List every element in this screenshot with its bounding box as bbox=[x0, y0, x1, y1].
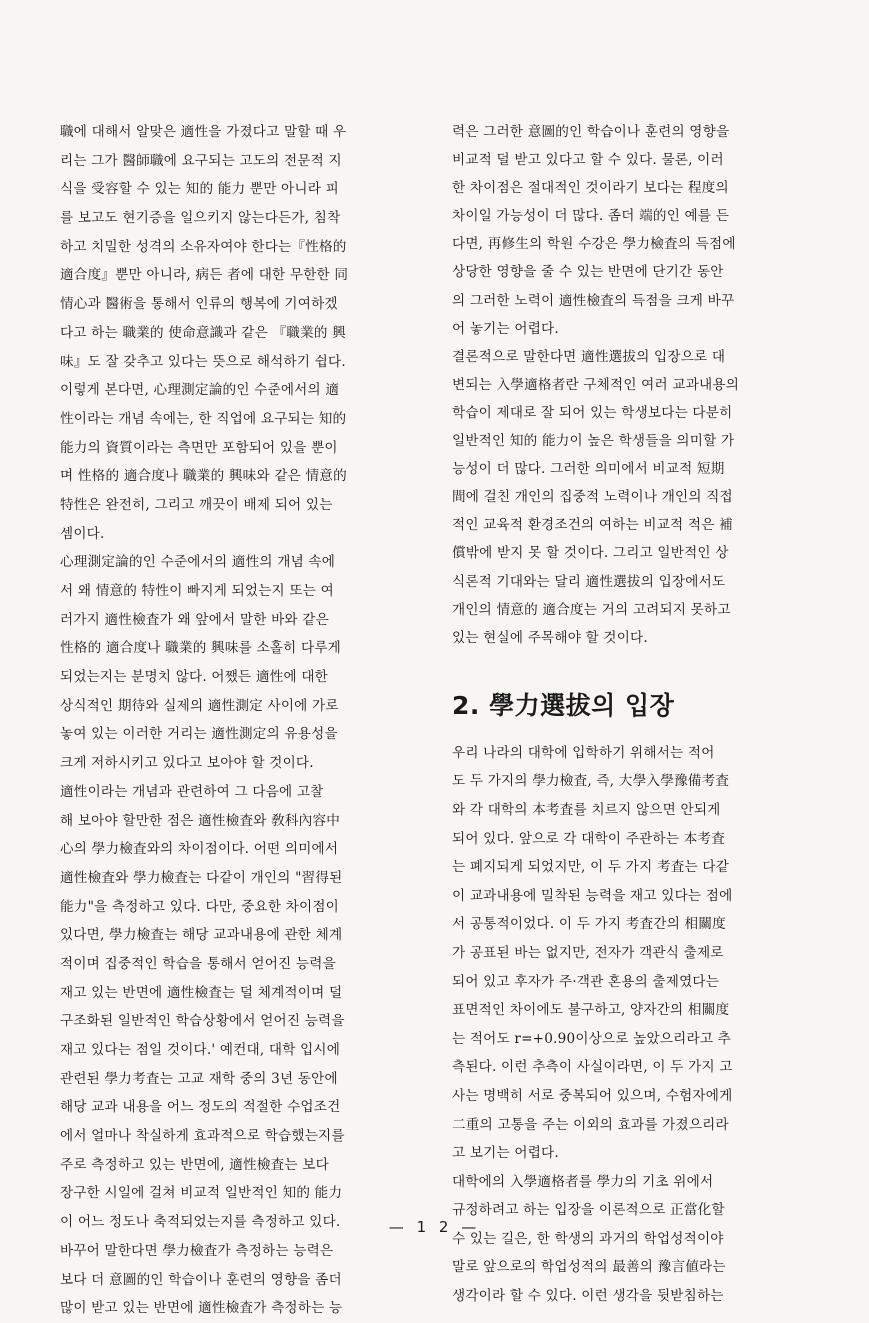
text-line: 식론적 기대와는 달리 適性選拔의 입장에서도 bbox=[452, 573, 726, 590]
text-line: 해 보아야 할만한 점은 適性檢査와 敎科內容中 bbox=[60, 812, 341, 829]
text-line: 리는 그가 醫師職에 요구되는 고도의 전문적 지 bbox=[60, 152, 342, 169]
text-line: 心理測定論的인 수준에서의 適性의 개념 속에 bbox=[60, 554, 336, 571]
text-line: 러가지 適性檢査가 왜 앞에서 말한 바와 같은 bbox=[60, 611, 329, 628]
text-line: 셈이다. bbox=[60, 525, 105, 542]
text-line: 상당한 영향을 줄 수 있는 반면에 단기간 동안 bbox=[452, 264, 724, 281]
text-line: 적인 교육적 환경조건의 여하는 비교적 적은 補 bbox=[452, 517, 733, 534]
section-heading: 2. 學力選拔의 입장 bbox=[452, 690, 675, 720]
text-line: 며 性格的 適合度나 職業的 興味와 같은 情意的 bbox=[60, 468, 347, 485]
text-line: 수 있는 길은, 한 학생의 과거의 학업성적이야 bbox=[452, 1230, 724, 1247]
text-line: 는 적어도 r=+0.90이상으로 높았으리라고 추 bbox=[452, 1030, 732, 1047]
text-line: 서 왜 情意的 特性이 빠지게 되었는지 또는 여 bbox=[60, 583, 334, 599]
text-line: 주로 측정하고 있는 반면에, 適性檢査는 보다 bbox=[60, 1156, 329, 1173]
text-line: 特性은 완전히, 그리고 깨끗이 배제 되어 있는 bbox=[60, 496, 333, 513]
text-line: 되었는지는 분명치 않다. 어쨌든 適性에 대한 bbox=[60, 669, 329, 686]
text-line: 차이일 가능성이 더 많다. 좀더 端的인 예를 든 bbox=[452, 208, 730, 225]
text-line: 많이 받고 있는 반면에 適性檢査가 측정하는 능 bbox=[60, 1300, 343, 1317]
text-line: 말로 앞으로의 학업성적의 最善의 豫言値라는 bbox=[452, 1259, 726, 1276]
text-line: 생각이라 할 수 있다. 이런 생각을 뒷받침하는 bbox=[452, 1288, 724, 1305]
text-line: 는 폐지되게 되었지만, 이 두 가지 考査는 다같 bbox=[452, 859, 730, 876]
text-line: 비교적 덜 받고 있다고 할 수 있다. 물론, 이러 bbox=[452, 152, 724, 169]
text-line: 適合度』뿐만 아니라, 病든 者에 대한 무한한 同 bbox=[60, 267, 349, 284]
text-line: 보다 더 意圖的인 학습이나 훈련의 영향을 좀더 bbox=[60, 1271, 342, 1288]
text-line: 性이라는 개념 속에는, 한 직업에 요구되는 知的 bbox=[60, 410, 347, 427]
text-line: 適性檢査와 學力檢査는 다같이 개인의 "習得된 bbox=[60, 869, 343, 886]
text-line: 職에 대해서 알맞은 適性을 가졌다고 말할 때 우 bbox=[60, 124, 347, 140]
text-line: 性格的 適合度나 職業的 興味를 소홀히 다루게 bbox=[60, 640, 341, 657]
text-line: 能力의 資質이라는 측면만 포함되어 있을 뿐이 bbox=[60, 439, 338, 456]
text-line: 를 보고도 현기증을 일으키지 않는다든가, 침착 bbox=[60, 210, 341, 227]
text-line: 우리 나라의 대학에 입학하기 위해서는 적어 bbox=[452, 744, 715, 761]
text-line: 한 차이점은 절대적인 것이라기 보다는 程度의 bbox=[452, 180, 729, 197]
text-line: 能力"을 측정하고 있다. 다만, 중요한 차이점이 bbox=[60, 898, 339, 915]
text-line: 味』도 잘 갖추고 있다는 뜻으로 해석하기 쉽다. bbox=[60, 353, 346, 370]
text-line: 間에 걸친 개인의 집중적 노력이나 개인의 직접 bbox=[452, 489, 733, 506]
text-line: 다고 하는 職業的 使命意識과 같은 『職業的 興 bbox=[60, 324, 346, 341]
text-line: 되어 있고 후자가 주·객관 혼용의 출제였다는 bbox=[452, 973, 720, 990]
text-line: 償밖에 받지 못 할 것이다. 그리고 일반적인 상 bbox=[452, 545, 729, 562]
text-line: 해당 교과 내용을 어느 정도의 적절한 수업조건 bbox=[60, 1099, 341, 1116]
text-line: 식을 受容할 수 있는 知的 能力 뿐만 아니라 피 bbox=[60, 181, 339, 198]
text-line: 재고 있다는 점일 것이다.' 예컨대, 대학 입시에 bbox=[60, 1042, 341, 1058]
text-line: 관련된 學力考査는 고교 재학 중의 3년 동안에 bbox=[60, 1070, 338, 1087]
text-line: 놓여 있는 이러한 거리는 適性測定의 유용성을 bbox=[60, 726, 338, 743]
text-line: 가 공표된 바는 없지만, 전자가 객관식 출제로 bbox=[452, 944, 724, 961]
text-line: 있다면, 學力檢査는 해당 교과내용에 관한 체계 bbox=[60, 927, 343, 944]
text-line: 측된다. 이런 추측이 사실이라면, 이 두 가지 고 bbox=[452, 1059, 733, 1076]
text-line: 력은 그러한 意圖的인 학습이나 훈련의 영향을 bbox=[452, 124, 730, 140]
text-line: 서 공통적이었다. 이 두 가지 考査간의 相關度 bbox=[452, 916, 726, 933]
text-line: 에서 얼마나 착실하게 효과적으로 학습했는지를 bbox=[60, 1128, 345, 1145]
text-line: 능성이 더 많다. 그러한 의미에서 비교적 短期 bbox=[452, 461, 725, 478]
text-line: 이렇게 본다면, 心理測定論的인 수준에서의 適 bbox=[60, 382, 340, 399]
text-line: 결론적으로 말한다면 適性選拔의 입장으로 대 bbox=[452, 348, 726, 365]
right-column-top-text bbox=[452, 118, 812, 652]
text-line: 二重의 고통을 주는 이외의 효과를 가졌으리라 bbox=[452, 1116, 729, 1133]
text-line: 고 보기는 어렵다. bbox=[452, 1145, 559, 1162]
text-line: 있는 현실에 주목해야 할 것이다. bbox=[452, 629, 648, 646]
left-column bbox=[60, 118, 428, 1323]
text-line: 적이며 집중적인 학습을 통해서 얻어진 능력을 bbox=[60, 955, 336, 972]
text-line: 상식적인 期待와 실제의 適性測定 사이에 가로 bbox=[60, 697, 339, 714]
text-line: 일반적인 知的 能力이 높은 학생들을 의미할 가 bbox=[452, 433, 735, 450]
text-line: 心의 學力檢査와의 차이점이다. 어떤 의미에서 bbox=[60, 841, 339, 858]
text-line: 다면, 再修生의 학원 수강은 學力檢査의 득점에 bbox=[452, 236, 736, 253]
text-line: 하고 치밀한 성격의 소유자여야 한다는『性格的 bbox=[60, 238, 347, 255]
right-column bbox=[452, 118, 812, 1311]
text-line: 대학에의 入學適格者를 學力의 기초 위에서 bbox=[452, 1173, 714, 1190]
text-line: 학습이 제대로 잘 되어 있는 학생보다는 다분히 bbox=[452, 404, 733, 421]
text-line: 이 교과내용에 밀착된 능력을 재고 있다는 점에 bbox=[452, 887, 733, 904]
text-line: 情心과 醫術을 통해서 인류의 행복에 기여하겠 bbox=[60, 296, 338, 313]
text-line: 표면적인 차이에도 불구하고, 양자간의 相關度 bbox=[452, 1002, 730, 1019]
text-line: 구조화된 일반적인 학습상황에서 얻어진 능력을 bbox=[60, 1013, 345, 1030]
text-line: 도 두 가지의 學力檢査, 즉, 大學入學豫備考査 bbox=[452, 773, 730, 790]
text-line: 되어 있다. 앞으로 각 대학이 주관하는 本考査 bbox=[452, 830, 726, 847]
text-line: 재고 있는 반면에 適性檢査는 덜 체계적이며 덜 bbox=[60, 984, 343, 1001]
text-line: 어 놓기는 어렵다. bbox=[452, 320, 559, 337]
text-line: 장구한 시일에 걸쳐 비교적 일반적인 知的 能力 bbox=[60, 1185, 343, 1202]
text-line: 규정하려고 하는 입장을 이론적으로 正當化할 bbox=[452, 1202, 725, 1219]
text-line: 와 각 대학의 本考査를 치르지 않으면 안되게 bbox=[452, 801, 721, 818]
text-line: 의 그러한 노력이 適性檢査의 득점을 크게 바꾸 bbox=[452, 292, 735, 309]
text-line: 변되는 入學適格者란 구체적인 여러 교과내용의 bbox=[452, 376, 740, 393]
text-line: 사는 명백히 서로 중복되어 있으며, 수험자에게 bbox=[452, 1087, 733, 1104]
text-line: 바꾸어 말한다면 學力檢査가 측정하는 능력은 bbox=[60, 1242, 334, 1259]
text-line: 크게 저하시키고 있다고 보아야 할 것이다. bbox=[60, 755, 314, 772]
text-line: 適性이라는 개념과 관련하여 그 다음에 고찰 bbox=[60, 783, 324, 800]
text-line: 이 어느 정도나 축적되었는지를 측정하고 있다. bbox=[60, 1214, 341, 1231]
page-number: — 1 2 — bbox=[388, 1218, 481, 1236]
text-line: 개인의 情意的 適合度는 거의 고려되지 못하고 bbox=[452, 601, 731, 618]
